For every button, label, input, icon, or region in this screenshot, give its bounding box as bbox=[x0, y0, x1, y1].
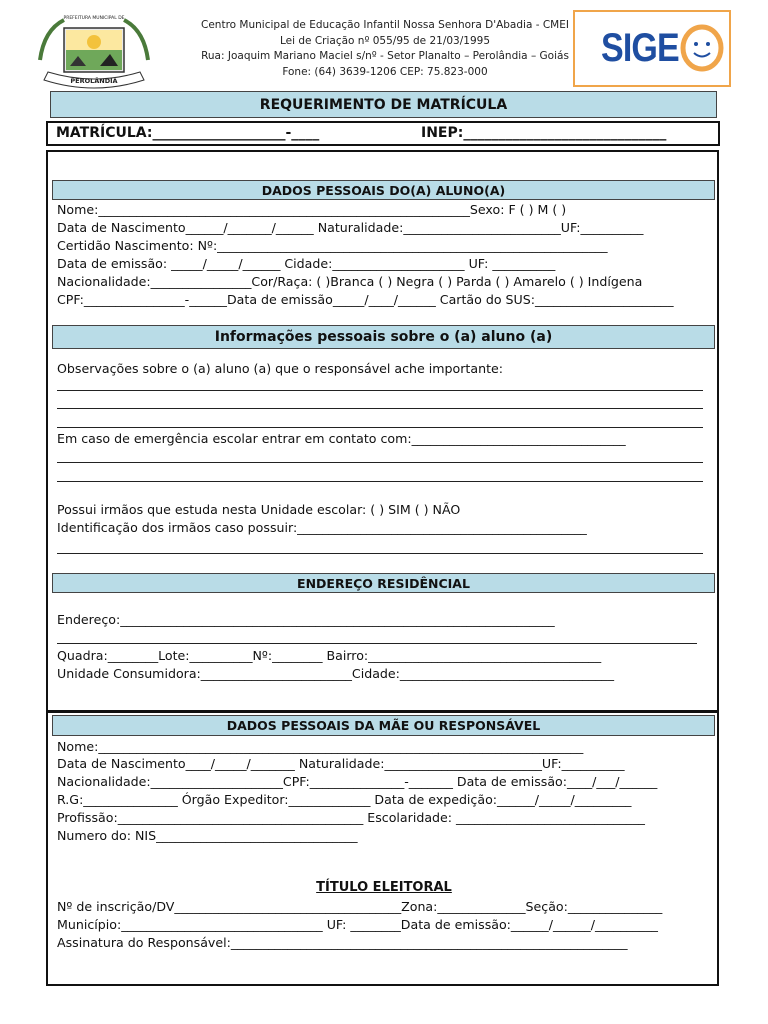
sige-logo bbox=[573, 10, 731, 87]
aluno-certidao-line[interactable]: Certidão Nascimento: Nº:______________________________________________________________ bbox=[57, 238, 608, 253]
section-mae: DADOS PESSOAIS DA MÃE OU RESPONSÁVEL bbox=[52, 715, 715, 736]
emergencia-line-3[interactable] bbox=[57, 481, 703, 482]
irmaos-identificacao-line[interactable]: Identificação dos irmãos caso possuir:______________________________________________ bbox=[57, 520, 587, 535]
svg-text:PEROLÂNDIA: PEROLÂNDIA bbox=[70, 77, 118, 85]
matricula-field[interactable]: MATRÍCULA:___________________-____ bbox=[56, 125, 320, 141]
municipal-seal bbox=[34, 10, 154, 94]
mae-nacionalidade-line[interactable]: Nacionalidade:_____________________CPF:_______________-_______ Data de emissão:____/___/______ bbox=[57, 774, 658, 789]
titulo-inscricao-line[interactable]: Nº de inscrição/DV____________________________________Zona:______________Seção:_______________ bbox=[57, 899, 663, 914]
svg-text:PREFEITURA MUNICIPAL DE: PREFEITURA MUNICIPAL DE bbox=[63, 16, 125, 21]
mae-nome-line[interactable]: Nome:_____________________________________________________________________________ bbox=[57, 739, 584, 754]
smiley-icon bbox=[679, 24, 725, 72]
unidade-consumidora-line[interactable]: Unidade Consumidora:________________________Cidade:__________________________________ bbox=[57, 666, 614, 681]
header-line-1: Centro Municipal de Educação Infantil Nossa Senhora D'Abadia - CMEI bbox=[201, 19, 569, 31]
observacoes-line-2[interactable] bbox=[57, 408, 703, 409]
aluno-nascimento-line[interactable]: Data de Nascimento______/_______/______ Naturalidade:_________________________UF:__________ bbox=[57, 220, 644, 235]
form-title: REQUERIMENTO DE MATRÍCULA bbox=[50, 91, 717, 118]
aluno-cpf-line[interactable]: CPF:________________-______Data de emissão_____/____/______ Cartão do SUS:______________________ bbox=[57, 292, 674, 307]
sige-logo-text: SIGE bbox=[601, 26, 679, 70]
emergencia-line-2[interactable] bbox=[57, 462, 703, 463]
aluno-nacionalidade-line[interactable]: Nacionalidade:________________Cor/Raça: ( )Branca ( ) Negra ( ) Parda ( ) Amarelo ( ) Indígena bbox=[57, 274, 643, 289]
section-info: Informações pessoais sobre o (a) aluno (a) bbox=[52, 325, 715, 349]
mae-profissao-line[interactable]: Profissão:_______________________________________ Escolaridade: ______________________________ bbox=[57, 810, 645, 825]
irmaos-line-2[interactable] bbox=[57, 553, 703, 554]
observacoes-label: Observações sobre o (a) aluno (a) que o responsável ache importante: bbox=[57, 361, 504, 376]
header-line-2: Lei de Criação nº 055/95 de 21/03/1995 bbox=[279, 34, 490, 47]
irmaos-question[interactable]: Possui irmãos que estuda nesta Unidade escolar: ( ) SIM ( ) NÃO bbox=[57, 502, 461, 517]
aluno-emissao-line[interactable]: Data de emissão: _____/_____/______ Cidade:_____________________ UF: __________ bbox=[57, 256, 556, 271]
quadra-line[interactable]: Quadra:________Lote:__________Nº:________ Bairro:_____________________________________ bbox=[57, 648, 602, 663]
endereco-line[interactable]: Endereço:_____________________________________________________________________ bbox=[57, 612, 555, 627]
section-endereco: ENDEREÇO RESIDÊNCIAL bbox=[52, 573, 715, 593]
titulo-eleitoral-heading: TÍTULO ELEITORAL bbox=[316, 880, 452, 895]
aluno-nome-line[interactable]: Nome:___________________________________________________________Sexo: F ( ) M ( ) bbox=[57, 202, 567, 217]
observacoes-line-3[interactable] bbox=[57, 427, 703, 428]
matricula-row bbox=[46, 121, 720, 146]
inep-field[interactable]: INEP:_____________________________ bbox=[421, 125, 667, 141]
emergencia-line[interactable]: Em caso de emergência escolar entrar em contato com:__________________________________ bbox=[57, 431, 626, 446]
assinatura-line[interactable]: Assinatura do Responsável:_______________________________________________________________ bbox=[57, 935, 628, 950]
mae-nis-line[interactable]: Numero do: NIS________________________________ bbox=[57, 828, 358, 843]
endereco-line-2[interactable] bbox=[57, 643, 697, 644]
mae-rg-line[interactable]: R.G:_______________ Órgão Expeditor:_____________ Data de expedição:______/_____/_________ bbox=[57, 792, 632, 807]
header-line-4: Fone: (64) 3639-1206 CEP: 75.823-000 bbox=[282, 65, 488, 78]
section-aluno: DADOS PESSOAIS DO(A) ALUNO(A) bbox=[52, 180, 715, 200]
mae-nascimento-line[interactable]: Data de Nascimento____/_____/_______ Naturalidade:_________________________UF:__________ bbox=[57, 756, 625, 771]
institution-header bbox=[180, 18, 590, 80]
titulo-municipio-line[interactable]: Município:________________________________ UF: ________Data de emissão:______/______/__________ bbox=[57, 917, 658, 932]
header-line-3: Rua: Joaquim Mariano Maciel s/nº - Setor Planalto – Perolândia – Goiás bbox=[201, 50, 569, 62]
observacoes-line-1[interactable] bbox=[57, 390, 703, 391]
